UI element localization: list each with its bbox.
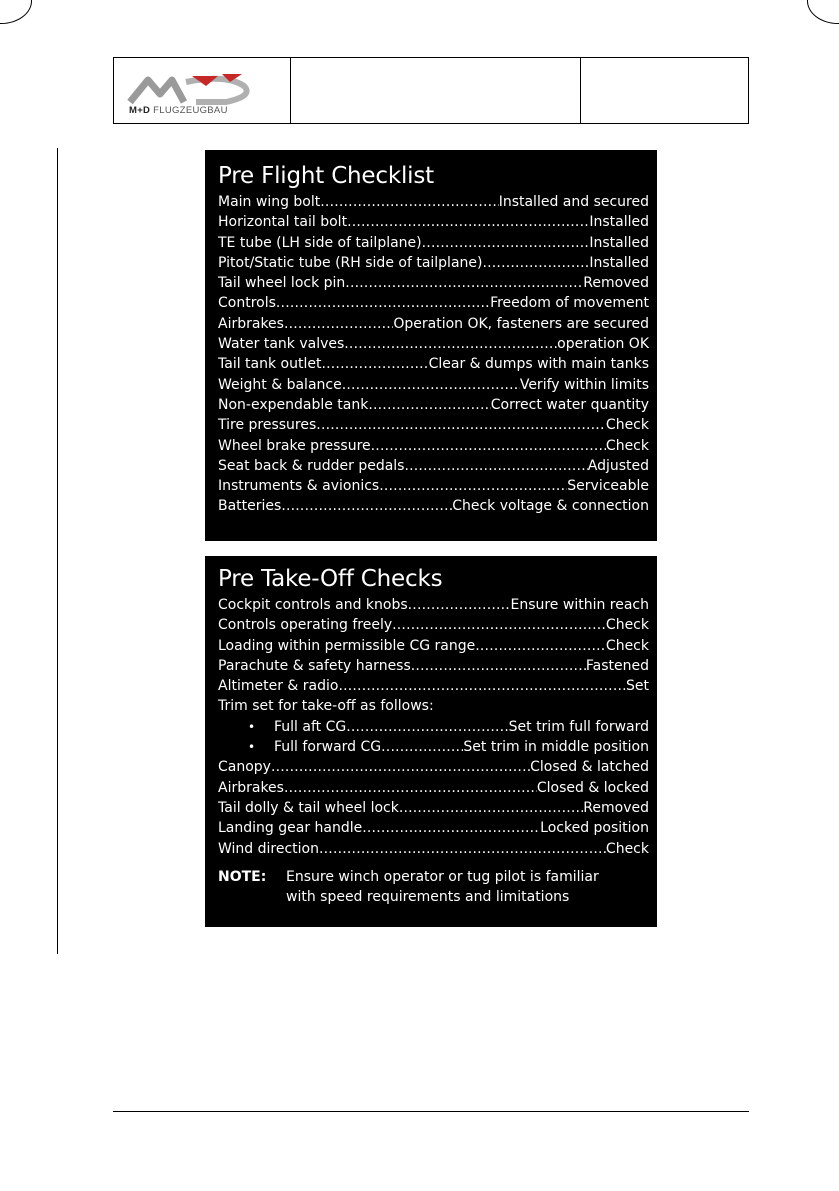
note-text [286,867,649,907]
checklist-row [218,354,649,374]
checklist-row [218,212,649,232]
checklist-item-label: Non-expendable tank [218,396,369,413]
checklist-item-value: Locked position [540,820,649,837]
checklist-item-label: Parachute & safety harness [218,657,411,674]
checklist-row [218,476,649,496]
checklist-item-label: Loading within permissible CG range [218,637,476,654]
checklist-row [218,496,649,516]
dot-leader [379,476,567,496]
document-header [113,57,749,124]
checklist-item-value: Installed [589,214,649,231]
checklist-row [218,717,649,737]
header-title-cell [291,58,581,123]
checklist-item-label: Tire pressures [218,417,317,434]
checklist-item-label: Batteries [218,498,282,515]
checklist-item-label: Instruments & avionics [218,478,380,495]
checklist-row [218,778,649,798]
dot-leader [284,778,537,798]
checklist-item-value: Operation OK, fasteners are secured [393,315,649,332]
checklist-item-label: Full forward CG [274,739,382,756]
dot-leader [316,415,606,435]
logo-wordmark: M+D FLUGZEUGBAU [129,105,228,116]
checklist-row [218,798,649,818]
checklist-item-value: Removed [583,275,649,292]
checklist-row [218,253,649,273]
checklist-item-value: Closed & latched [530,759,649,776]
checklist-item-value: Adjusted [587,457,649,474]
dot-leader [399,798,583,818]
checklist-item-value: Installed [589,234,649,251]
checklist-item-value: Check [605,840,649,857]
checklist-row [218,293,649,313]
revision-margin-line [57,148,58,954]
checklist-item-value: Closed & locked [536,779,649,796]
preflight-title: Pre Flight Checklist [218,163,434,189]
checklist-row [218,656,649,676]
checklist-item-value: Installed [589,254,649,271]
dot-leader [284,314,393,334]
checklist-item-value: operation OK [557,336,649,353]
checklist-item-label: Wind direction [218,840,319,857]
dot-leader [404,456,587,476]
dot-leader [281,496,452,516]
checklist-row [218,436,649,456]
dot-leader [368,395,490,415]
checklist-item-label: Tail dolly & tail wheel lock [218,799,399,816]
company-logo [126,72,266,106]
checklist-row [218,192,649,212]
checklist-row [218,636,649,656]
dot-leader [342,375,520,395]
footer-rule [113,1111,749,1112]
checklist-row [218,273,649,293]
checklist-item-value: Check [605,637,649,654]
logo-cell [114,58,291,123]
dot-leader [392,615,606,635]
checklist-item-label: Pitot/Static tube (RH side of tailplane) [218,254,483,271]
dot-leader [347,212,589,232]
checklist-item-value: Removed [583,799,649,816]
checklist-row [218,615,649,635]
note-line-1: Ensure winch operator or tug pilot is familiar [286,868,599,885]
checklist-item-label: Main wing bolt [218,194,321,210]
dot-leader [345,273,583,293]
checklist-item-value: Freedom of movement [490,295,649,312]
checklist-item-value: Verify within limits [519,376,649,393]
checklist-item-value: Serviceable [567,478,649,495]
checklist-item-label: TE tube (LH side of tailplane) [218,234,422,251]
preflight-items [218,192,649,517]
dot-leader [271,757,530,777]
checklist-row [218,314,649,334]
checklist-item-label: Cockpit controls and knobs [218,597,408,613]
dot-leader [276,293,490,313]
checklist-row [218,818,649,838]
checklist-row [218,233,649,253]
checklist-item-value: Clear & dumps with main tanks [428,356,649,373]
dot-leader [381,737,463,757]
bullet-icon: • [248,719,256,734]
checklist-item-value: Check [605,437,649,454]
checklist-row [218,395,649,415]
dot-leader [321,354,428,374]
checklist-item-label: Weight & balance [218,376,342,393]
takeoff-items-b [218,757,649,858]
checklist-item-label: Landing gear handle [218,820,363,837]
checklist-item-value: Check [605,617,649,634]
checklist-item-label: Airbrakes [218,315,284,332]
checklist-item-value: Check voltage & connection [452,498,649,515]
note-line-2: with speed requirements and limitations [286,888,570,905]
checklist-item-label: Airbrakes [218,779,284,796]
dot-leader [320,192,498,212]
dot-leader [475,636,606,656]
dot-leader [338,676,626,696]
trim-heading: Trim set for take-off as follows: [218,698,434,715]
crop-mark-right [809,0,839,22]
checklist-item-value: Check [605,417,649,434]
dot-leader [371,436,606,456]
preflight-checklist-panel [205,150,657,541]
checklist-item-label: Wheel brake pressure [218,437,371,454]
dot-leader [408,595,511,615]
checklist-row [218,839,649,859]
checklist-item-label: Altimeter & radio [218,678,339,695]
checklist-item-value: Set trim in middle position [463,739,649,756]
checklist-item-value: Set trim full forward [508,718,649,735]
takeoff-items-a [218,595,649,696]
checklist-row [218,334,649,354]
checklist-row [218,456,649,476]
crop-mark-left [0,0,30,22]
checklist-row [218,757,649,777]
checklist-item-label: Canopy [218,759,271,776]
dot-leader [319,839,606,859]
note-label: NOTE: [218,868,267,885]
trim-bullets [218,717,649,758]
dot-leader [346,717,508,737]
dot-leader [422,233,590,253]
checklist-item-label: Full aft CG [274,718,347,735]
checklist-row [218,676,649,696]
checklist-item-label: Horizontal tail bolt [218,214,348,231]
checklist-row [218,595,649,615]
header-ref-cell [581,58,748,123]
checklist-row [218,737,649,757]
checklist-item-label: Controls operating freely [218,617,393,634]
checklist-item-label: Tail tank outlet [218,356,322,373]
checklist-row [218,375,649,395]
dot-leader [344,334,557,354]
checklist-item-value: Fastened [585,657,649,674]
dot-leader [482,253,589,273]
bullet-icon: • [248,740,256,755]
checklist-item-value: Correct water quantity [490,396,649,413]
checklist-item-value: Set [626,678,649,695]
checklist-item-value: Ensure within reach [510,597,649,613]
checklist-row [218,415,649,435]
checklist-item-label: Tail wheel lock pin [218,275,346,292]
note-block [218,867,649,907]
checklist-item-label: Controls [218,295,276,312]
takeoff-checklist-panel [205,556,657,927]
checklist-item-label: Water tank valves [218,336,345,353]
dot-leader [362,818,540,838]
takeoff-title: Pre Take-Off Checks [218,566,443,592]
dot-leader [411,656,586,676]
checklist-item-label: Seat back & rudder pedals [218,457,405,474]
checklist-item-value: Installed and secured [498,194,649,210]
